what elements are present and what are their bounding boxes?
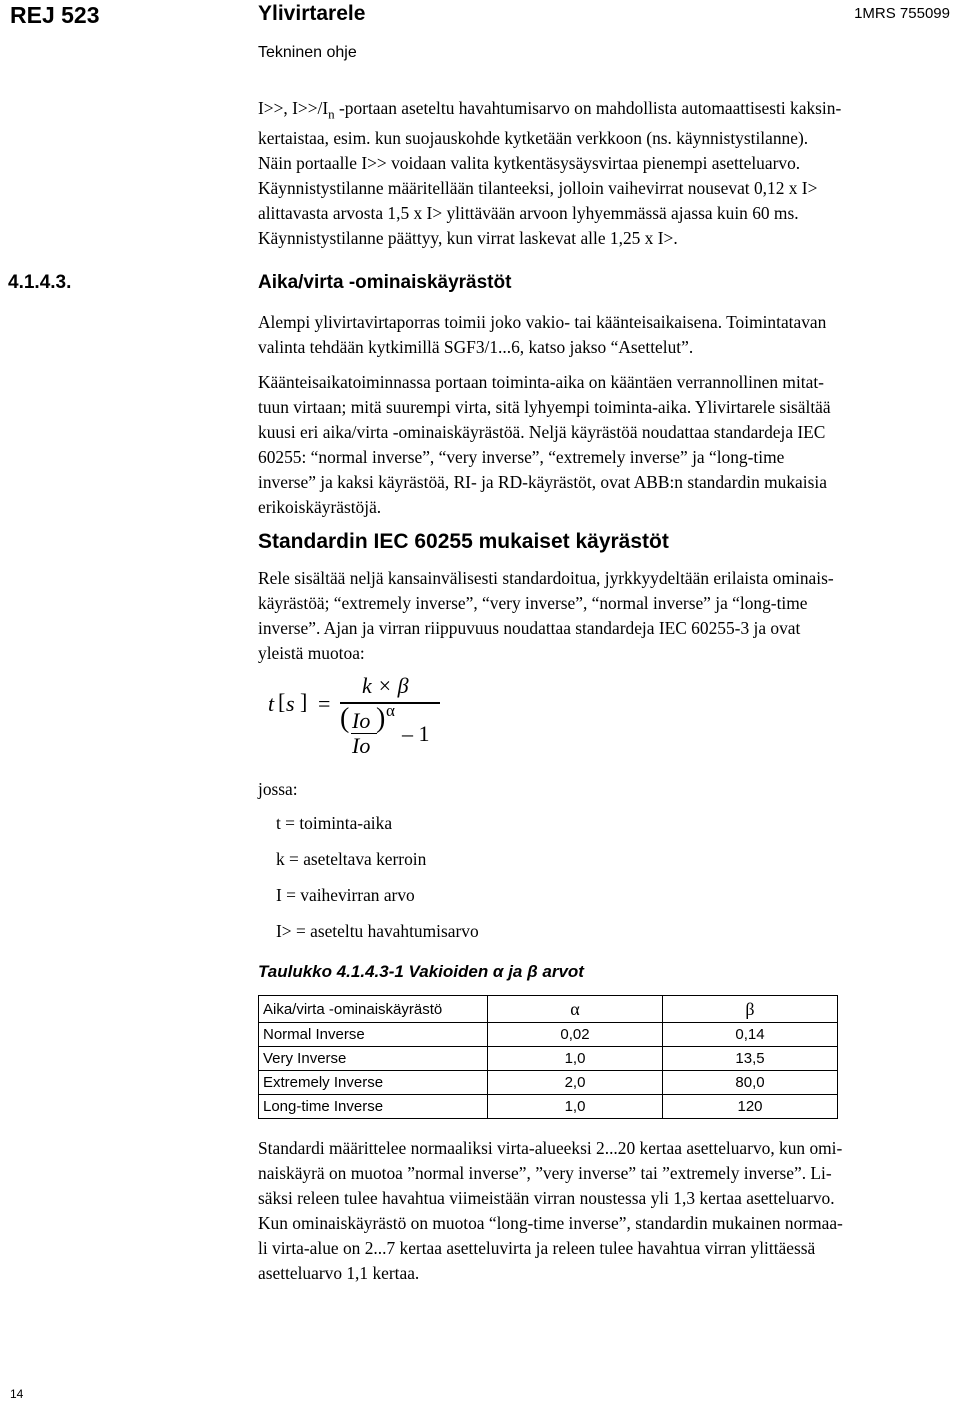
formula-alpha: α [386,701,395,720]
text-line: inverse”. Ajan ja virran riippuvuus noudattaa standardeja IEC 60255-3 ja ovat [258,618,801,638]
formula-minus-one: – 1 [402,721,430,746]
table-row [259,1047,838,1071]
definition-item: t = toiminta-aika [276,813,393,833]
table-cell: 2,0 [488,1071,663,1095]
table-row [259,1023,838,1047]
formula-numerator: k × β [362,673,409,698]
formula-paren-open: ( [340,703,350,734]
intro-line [258,96,953,126]
text-line: li virta-alue on 2...7 kertaa asetteluvirta ja releen tulee havahtua virran ylittäessä [258,1238,816,1258]
intro-paragraph [258,96,953,251]
section-paragraph-2 [258,370,953,520]
document-code: REJ 523 [10,2,100,28]
formula-s: s [286,691,295,716]
table-cell: 80,0 [663,1071,838,1095]
formula-bracket-open: [ [278,689,286,714]
text-line: yleistä muotoa: [258,643,365,663]
text-line: 60255: “normal inverse”, “very inverse”, “extremely inverse” ja “long-time [258,447,785,467]
text-line: Standardi määrittelee normaaliksi virta-alueeksi 2...20 kertaa asetteluarvo, kun omi- [258,1138,843,1158]
formula-equals: = [318,691,331,716]
document-subtitle: Tekninen ohje [258,44,357,61]
text-line: Kun ominaiskäyrästö on muotoa “long-time inverse”, standardin mukainen normaa- [258,1213,843,1233]
table-row [259,1071,838,1095]
formula-paren-close: ) [376,703,386,734]
document-number: 1MRS 755099 [854,5,950,22]
standard-paragraph [258,566,953,666]
column-header-curve: Aika/virta -ominaiskäyrästö [259,996,488,1023]
table-row [259,1095,838,1119]
text-line: säksi releen tulee havahtua viimeistään virran noustessa yli 1,3 kertaa asetteluarvo. [258,1188,835,1208]
column-header-alpha: α [488,996,663,1023]
text-line: valinta tehdään kytkimillä SGF3/1...6, katso jakso “Asettelut”. [258,337,694,357]
intro-line: Käynnistystilanne määritellään tilanteeksi, jolloin vaihevirrat nousevat 0,12 x I> [258,178,818,199]
table-cell: 0,14 [663,1023,838,1047]
table-cell: 1,0 [488,1095,663,1119]
standard-heading: Standardin IEC 60255 mukaiset käyrästöt [258,530,669,553]
definition-item: I = vaihevirran arvo [276,885,415,905]
closing-paragraph [258,1136,953,1286]
table-cell: Long-time Inverse [259,1095,488,1119]
text-line: asetteluarvo 1,1 kertaa. [258,1263,420,1283]
constants-table [258,995,838,1119]
text-line: tuun virtaan; mitä suurempi virta, sitä lyhyempi toiminta-aika. Ylivirtarele sisältää [258,397,831,417]
text-line: erikoiskäyrästöjä. [258,497,382,517]
table-cell: 1,0 [488,1047,663,1071]
definition-item: k = aseteltava kerroin [276,849,427,869]
formula-t: t [268,691,275,716]
intro-line: kertaistaa, esim. kun suojauskohde kytketään verkkoon (ns. käynnistystilanne). [258,128,809,149]
text-line: inverse” ja kaksi käyrästöä, RI- ja RD-käyrästöt, ovat ABB:n standardin mukaisia [258,472,827,492]
section-paragraph-1 [258,310,953,360]
table-cell: Extremely Inverse [259,1071,488,1095]
text-line: käyrästöä; “extremely inverse”, “very inverse”, “normal inverse” ja “long-time [258,593,808,613]
formula [262,673,462,761]
intro-line: Käynnistystilanne päättyy, kun virrat laskevat alle 1,25 x I>. [258,228,678,249]
table-cell: 0,02 [488,1023,663,1047]
text-line: kuusi eri aika/virta -ominaiskäyrästöä. Neljä käyrästöä noudattaa standardeja IEC [258,422,826,442]
table-caption: Taulukko 4.1.4.3-1 Vakioiden α ja β arvot [258,962,584,981]
table-cell: Normal Inverse [259,1023,488,1047]
formula-bracket-close: ] [300,689,308,714]
definition-item: I> = aseteltu havahtumisarvo [276,921,479,941]
table-header-row [259,996,838,1023]
intro-subscript: n [328,106,335,122]
text-line: naiskäyrä on muotoa ”normal inverse”, ”very inverse” tai ”extremely inverse”. Li- [258,1163,832,1183]
where-label: jossa: [258,779,298,799]
intro-text-b: -portaan aseteltu havahtumisarvo on mahdollista automaattisesti kaksin- [334,98,842,118]
text-line: Alempi ylivirtavirtaporras toimii joko vakio- tai käänteisaikaisena. Toimintatavan [258,312,827,332]
column-header-beta: β [663,996,838,1023]
intro-line: Näin portaalle I>> voidaan valita kytkentäsysäysvirtaa pienempi asetteluarvo. [258,153,801,174]
table-cell: Very Inverse [259,1047,488,1071]
text-line: Rele sisältää neljä kansainvälisesti standardoitua, jyrkkyydeltään erilaista ominais- [258,568,834,588]
page-number: 14 [10,1387,24,1401]
text-line: Käänteisaikatoiminnassa portaan toiminta-aika on kääntäen verrannollinen mitat- [258,372,824,392]
intro-text-a: I>>, I>>/I [258,98,329,118]
section-title: Aika/virta -ominaiskäyrästöt [258,272,512,293]
formula-io-bottom: Io [352,733,371,758]
section-number: 4.1.4.3. [8,272,72,293]
table-cell: 13,5 [663,1047,838,1071]
document-title: Ylivirtarele [258,2,366,25]
formula-io-top: Io [352,708,371,733]
table-cell: 120 [663,1095,838,1119]
intro-line: alittavasta arvosta 1,5 x I> ylittävään arvoon lyhyemmässä ajassa kuin 60 ms. [258,203,799,224]
